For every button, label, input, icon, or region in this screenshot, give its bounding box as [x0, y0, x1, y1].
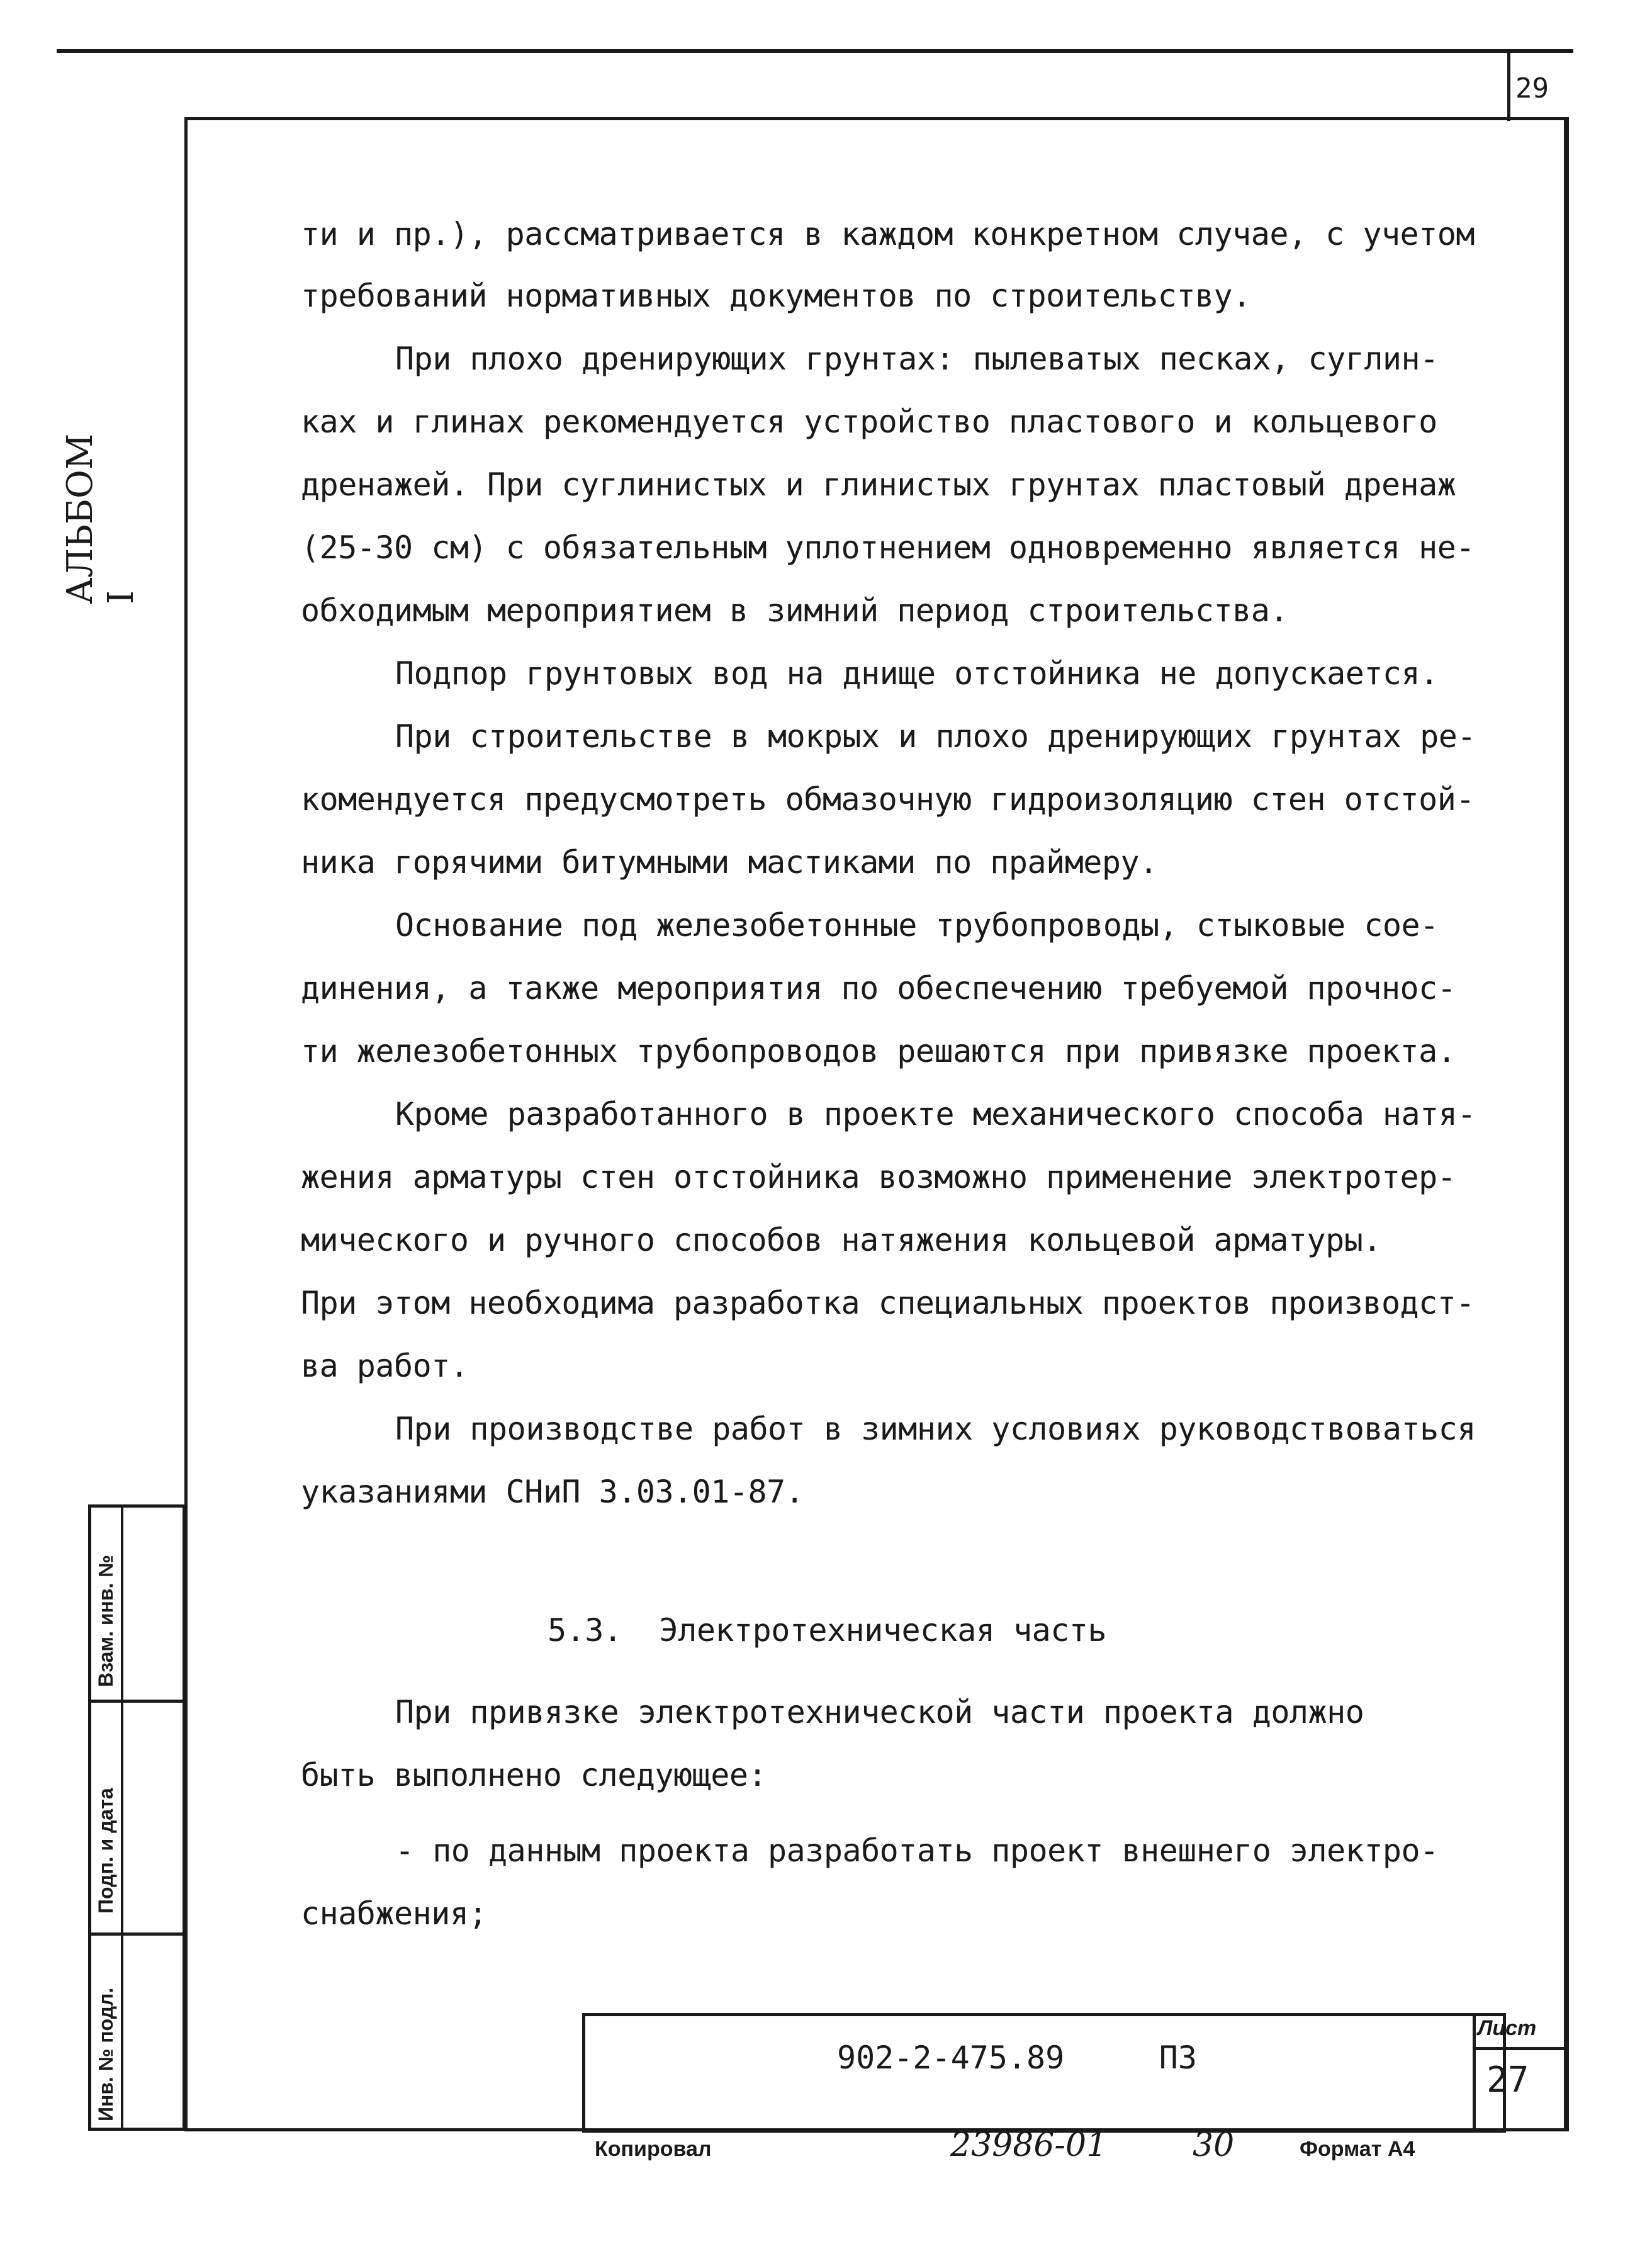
section-heading: 5.3. Электротехническая часть: [548, 1612, 1107, 1649]
body-line: При производстве работ в зимних условиях руководствоваться: [395, 1411, 1476, 1447]
body-line: При плохо дренирующих грунтах: пылеватых песках, суглин-: [395, 341, 1439, 377]
copied-by-label: Копировал: [595, 2137, 712, 2161]
stamp-label-original-inventory: Инв. № подл.: [94, 1987, 117, 2121]
stamp-label-signature-date: Подп. и дата: [94, 1788, 117, 1914]
body-line: мического и ручного способов натяжения кольцевой арматуры.: [301, 1222, 1381, 1258]
sheet-number: 27: [1486, 2060, 1529, 2101]
stamp-divider: [88, 1700, 186, 1703]
order-number: 23986-01: [950, 2126, 1108, 2164]
page-number: 29: [1515, 72, 1549, 104]
body-line: Подпор грунтовых вод на днище отстойника не допускается.: [395, 655, 1439, 692]
body-line: быть выполнено следующее:: [301, 1757, 767, 1793]
body-line: - по данным проекта разработать проект внешнего электро-: [395, 1832, 1439, 1869]
body-line: жения арматуры стен отстойника возможно применение электротер-: [301, 1159, 1456, 1195]
body-line: При привязке электротехнической части проекта должно: [395, 1694, 1364, 1730]
document-code: 902-2-475.89 ПЗ: [837, 2040, 1197, 2076]
body-line: (25-30 см) с обязательным уплотнением одновременно является не-: [301, 529, 1475, 566]
body-line: ках и глинах рекомендуется устройство пластового и кольцевого: [301, 403, 1437, 440]
album-label: АЛЬБОМ I: [60, 433, 142, 604]
order-page: 30: [1193, 2126, 1235, 2164]
stamp-divider: [88, 1932, 186, 1936]
body-line: При строительстве в мокрых и плохо дренирующих грунтах ре-: [395, 718, 1476, 755]
body-line: Кроме разработанного в проекте механического способа натя-: [395, 1096, 1476, 1132]
body-line: динения, а также мероприятия по обеспечению требуемой прочнос-: [301, 970, 1456, 1007]
format-label: Формат А4: [1300, 2137, 1415, 2161]
body-line: указаниями СНиП 3.03.01-87.: [301, 1474, 804, 1510]
body-line: Основание под железобетонные трубопроводы, стыковые сое-: [395, 907, 1439, 944]
body-line: снабжения;: [301, 1895, 488, 1932]
body-line: При этом необходима разработка специальных проектов производст-: [301, 1285, 1475, 1321]
body-line: ва работ.: [301, 1348, 469, 1384]
stamp-label-replacement-inventory: Взам. инв. №: [94, 1555, 117, 1687]
body-line: ти железобетонных трубопроводов решаются при привязке проекта.: [301, 1033, 1456, 1069]
body-line: дренажей. При суглинистых и глинистых грунтах пластовый дренаж: [301, 466, 1456, 503]
stamp-divider: [121, 1504, 123, 2131]
body-line: требований нормативных документов по строительству.: [301, 278, 1251, 314]
body-line: комендуется предусмотреть обмазочную гидроизоляцию стен отстой-: [301, 781, 1475, 818]
top-rule: [57, 49, 1573, 53]
sheet-label: Лист: [1478, 2016, 1537, 2040]
body-line: обходимым мероприятием в зимний период строительства.: [301, 592, 1288, 629]
sheet-divider: [1473, 2047, 1567, 2050]
body-line: ника горячими битумными мастиками по праймеру.: [301, 844, 1158, 881]
body-line: ти и пр.), рассматривается в каждом конкретном случае, с учетом: [301, 216, 1475, 252]
